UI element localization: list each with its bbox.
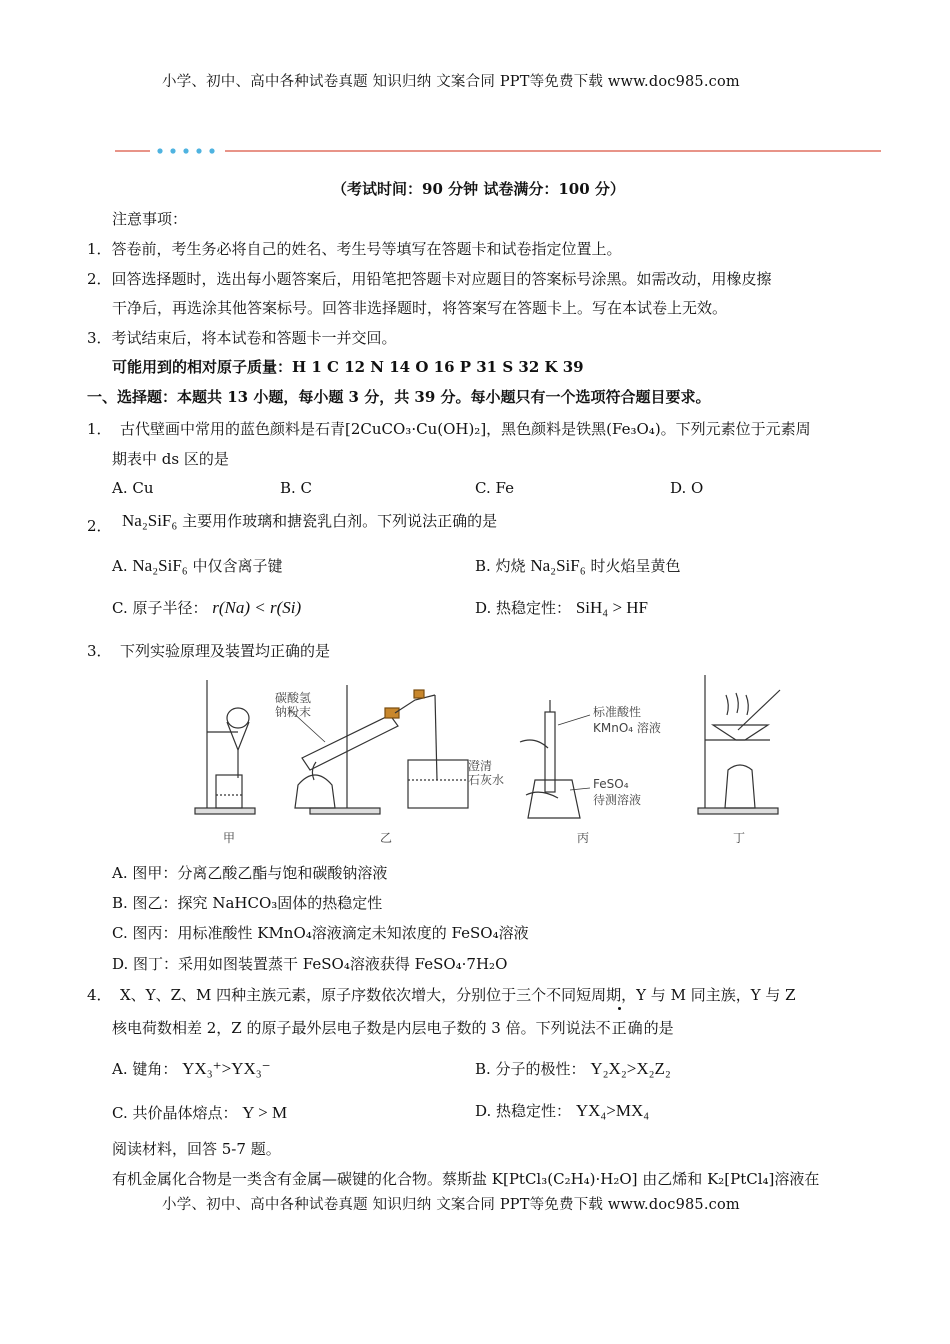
q4-stem-line2 <box>112 1017 674 1038</box>
q4-option-b <box>475 1058 671 1079</box>
page-header: 小学、初中、高中各种试卷真题 知识归纳 文案合同 PPT等免费下载 www.doc985.com <box>162 74 740 90</box>
apparatus-bing <box>520 700 590 818</box>
q4-option-d-label: D. 热稳定性： <box>475 1102 572 1120</box>
exam-info: （考试时间：90 分钟 试卷满分：100 分） <box>332 180 625 198</box>
label-bing: 丙 <box>577 831 590 845</box>
q4-stem-line1: X、Y、Z、M 四种主族元素，原子序数依次增大，分别位于三个不同短周期，Y 与 M 同主族，Y 与 Z <box>120 986 796 1004</box>
page-footer: 小学、初中、高中各种试卷真题 知识归纳 文案合同 PPT等免费下载 www.doc985.com <box>162 1197 740 1213</box>
reading-text: 有机金属化合物是一类含有金属—碳键的化合物。蔡斯盐 K[PtCl₃(C₂H₄)·H₂O] 由乙烯和 K₂[PtCl₄]溶液在 <box>112 1170 820 1188</box>
label-feso4-2: 待测溶液 <box>593 793 642 807</box>
q4-option-b-label: B. 分子的极性： <box>475 1060 586 1078</box>
q1-option-d: D. O <box>670 479 704 497</box>
q2-option-c <box>112 597 301 618</box>
label-kmno4-1: 标准酸性 <box>593 705 642 719</box>
notice-item-3: 3．考试结束后，将本试卷和答题卡一并交回。 <box>87 329 397 347</box>
q4-stem-line2-a: 核电荷数相差 2，Z 的原子最外层电子数是内层电子数的 3 倍。下列说法 <box>112 1019 596 1037</box>
q2-formula: Na₂SiF₆ <box>122 511 178 530</box>
label-yi: 乙 <box>380 831 393 845</box>
notice-item-1: 1．答卷前，考生务必将自己的姓名、考生号等填写在答题卡和试卷指定位置上。 <box>87 240 622 258</box>
q4-option-b-formula: Y₂X₂>X₂Z₂ <box>590 1059 671 1078</box>
q4-number: 4． <box>87 986 112 1004</box>
q3-stem: 下列实验原理及装置均正确的是 <box>120 642 331 660</box>
q1-option-a: A. Cu <box>112 479 154 497</box>
q4-option-a-label: A. 键角： <box>112 1060 178 1078</box>
apparatus-yi <box>290 685 468 814</box>
q2-option-a <box>112 555 283 576</box>
q2-number: 2． <box>87 517 112 535</box>
notice-item-2-cont: 干净后，再选涂其他答案标号。回答非选择题时，将答案写在答题卡上。写在本试卷上无效。 <box>112 299 728 317</box>
label-nahco3-1: 碳酸氢 <box>275 691 312 705</box>
q2-option-a-label: A. <box>112 557 128 575</box>
q4-emphasis <box>596 1019 644 1037</box>
label-limewater-2: 石灰水 <box>468 773 505 787</box>
atomic-mass: 可能用到的相对原子质量：H 1 C 12 N 14 O 16 P 31 S 32 K 39 <box>112 358 584 376</box>
q3-apparatus-figure <box>190 670 810 850</box>
apparatus-ding <box>698 675 780 814</box>
q2-option-c-formula: r(Na) < r(Si) <box>212 598 302 617</box>
q1-number: 1． <box>87 420 112 438</box>
q3-option-c: C. 图丙：用标准酸性 KMnO₄溶液滴定未知浓度的 FeSO₄溶液 <box>112 924 529 942</box>
q2-option-d-label: D. 热稳定性： <box>475 599 572 617</box>
q4-option-d <box>475 1100 649 1121</box>
q4-option-c <box>112 1102 287 1123</box>
q2-option-b <box>475 555 680 576</box>
apparatus-jia <box>195 680 255 814</box>
q4-stem-line2-b: 的是 <box>643 1019 674 1037</box>
q3-number: 3． <box>87 642 112 660</box>
q2-stem <box>122 510 497 531</box>
decorative-divider <box>115 148 881 154</box>
q1-option-b: B. C <box>280 479 313 497</box>
section-heading: 一、选择题：本题共 13 小题，每小题 3 分，共 39 分。每小题只有一个选项符合题目要求。 <box>87 388 711 406</box>
label-kmno4-2: KMnO₄ 溶液 <box>593 721 661 735</box>
notice-title: 注意事项： <box>112 210 188 228</box>
reading-intro: 阅读材料，回答 5-7 题。 <box>112 1140 281 1158</box>
label-ding: 丁 <box>733 831 746 845</box>
label-feso4-1: FeSO₄ <box>593 777 629 791</box>
q2-option-b-formula: Na₂SiF₆ <box>530 556 586 575</box>
q2-option-b-text: 时火焰呈黄色 <box>590 557 681 575</box>
q1-option-c: C. Fe <box>475 479 514 497</box>
q2-option-a-formula: Na₂SiF₆ <box>132 556 188 575</box>
q4-option-a-formula: YX₃⁺>YX₃⁻ <box>182 1059 271 1078</box>
q2-stem-text: 主要用作玻璃和搪瓷乳白剂。下列说法正确的是 <box>182 512 498 530</box>
q3-option-a: A. 图甲：分离乙酸乙酯与饱和碳酸钠溶液 <box>112 864 388 882</box>
notice-item-2: 2．回答选择题时，选出每小题答案后，用铅笔把答题卡对应题目的答案标号涂黑。如需改动，用橡皮擦 <box>87 270 772 288</box>
q2-option-c-label: C. 原子半径： <box>112 599 208 617</box>
q4-emph-text: 不正确 <box>595 1019 644 1037</box>
q4-option-d-formula: YX₄>MX₄ <box>575 1101 650 1120</box>
label-nahco3-2: 钠粉末 <box>275 705 312 719</box>
q4-option-a <box>112 1058 271 1079</box>
q2-option-a-text: 中仅含离子键 <box>192 557 283 575</box>
q1-stem-line1: 古代壁画中常用的蓝色颜料是石青[2CuCO₃·Cu(OH)₂]，黑色颜料是铁黑(Fe₃O₄)。下列元素位于元素周 <box>120 420 811 438</box>
label-jia: 甲 <box>223 831 236 845</box>
q2-option-b-label: B. 灼烧 <box>475 557 526 575</box>
label-limewater-1: 澄清 <box>468 759 493 773</box>
q4-option-c-label: C. 共价晶体熔点： <box>112 1104 238 1122</box>
q3-option-d: D. 图丁：采用如图装置蒸干 FeSO₄溶液获得 FeSO₄·7H₂O <box>112 955 508 973</box>
q2-option-d <box>475 597 648 618</box>
q2-option-d-formula: SiH₄ > HF <box>575 598 649 617</box>
q1-stem-line2: 期表中 ds 区的是 <box>112 450 229 468</box>
q3-option-b: B. 图乙：探究 NaHCO₃固体的热稳定性 <box>112 894 383 912</box>
q4-option-c-formula: Y > M <box>242 1103 288 1122</box>
